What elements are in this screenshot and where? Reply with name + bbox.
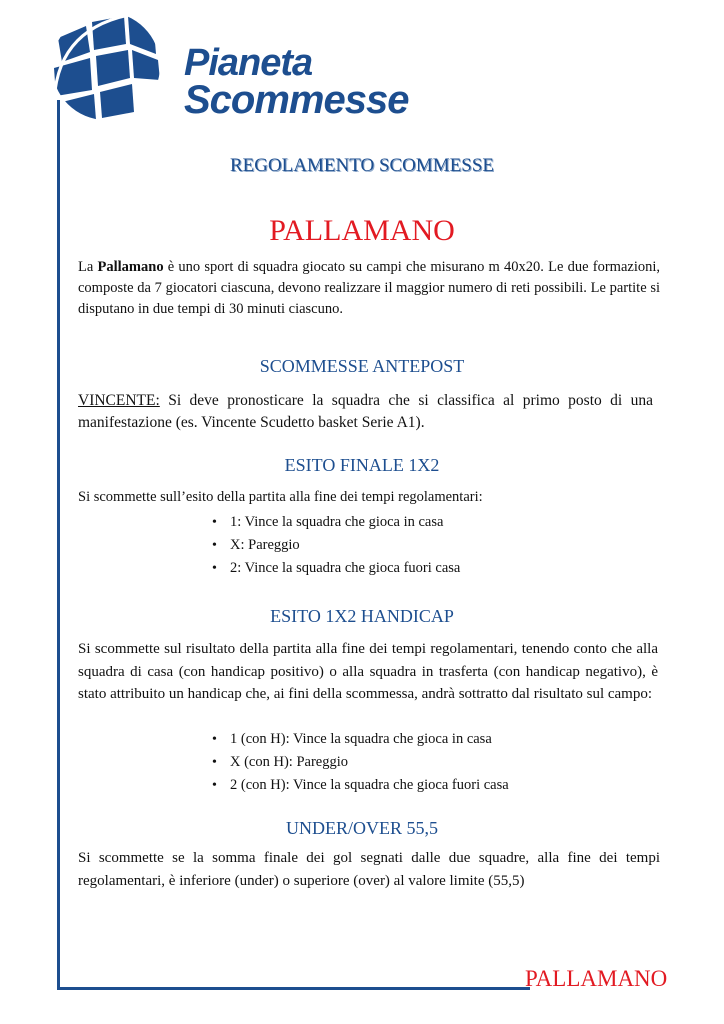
- list-item: • 2: Vince la squadra che gioca fuori casa: [212, 557, 460, 580]
- logo-line-2: Scommesse: [184, 78, 409, 122]
- heading-handicap: ESITO 1X2 HANDICAP: [270, 606, 454, 626]
- list-item: • 1 (con H): Vince la squadra che gioca in casa: [212, 728, 509, 751]
- antepost-label: VINCENTE:: [78, 392, 160, 409]
- list-item: • 1: Vince la squadra che gioca in casa: [212, 511, 460, 534]
- heading-antepost: SCOMMESSE ANTEPOST: [259, 356, 465, 376]
- list-item: • X: Pareggio: [212, 534, 460, 557]
- document-title: PALLAMANO: [269, 214, 455, 247]
- under-over-paragraph: Si scommette se la somma finale dei gol segnati dalle due squadre, alla fine dei tempi regolamentari, è inferiore (under) o superiore (over) al valore limite (55,5): [78, 850, 660, 889]
- document-subtitle: REGOLAMENTO SCOMMESSE: [229, 155, 495, 176]
- antepost-paragraph: [78, 390, 653, 434]
- footer-label: PALLAMANO: [525, 966, 668, 991]
- heading-esito-finale: ESITO FINALE 1X2: [284, 455, 440, 475]
- intro-text: è uno sport di squadra giocato su campi che misurano m 40x20. Le due formazioni, composte da 7 giocatori ciascuna, devono realizzare il maggior numero di reti possibili. Le partite si disputano in due tempi di 30 minuti ciascuno.: [78, 259, 661, 317]
- intro-paragraph: [78, 257, 660, 320]
- handicap-paragraph: Si scommette sul risultato della partita alla fine dei tempi regolamentari, tenendo conto che alla squadra di casa (con handicap positivo) o alla squadra in trasferta (con handicap negativo), è stato attribuito un handicap che, ai fini della scommessa, andrà sottratto dal risultato sul campo:: [78, 641, 658, 702]
- esito-finale-paragraph: Si scommette sull’esito della partita alla fine dei tempi regolamentari:: [78, 489, 483, 505]
- brand-logo: [44, 8, 409, 122]
- globe-icon: [44, 8, 164, 120]
- page-frame-bottom: [57, 987, 530, 990]
- antepost-text: Si deve pronosticare la squadra che si classifica al primo posto di una manifestazione (es. Vincente Scudetto basket Serie A1).: [78, 392, 653, 431]
- esito-finale-list: [212, 511, 460, 580]
- logo-line-1: Pianeta: [184, 42, 313, 84]
- intro-prefix: La: [78, 259, 98, 275]
- intro-bold-term: Pallamano: [97, 259, 164, 275]
- heading-under-over: UNDER/OVER 55,5: [286, 818, 438, 838]
- list-item: • 2 (con H): Vince la squadra che gioca fuori casa: [212, 774, 509, 797]
- list-item: • X (con H): Pareggio: [212, 751, 509, 774]
- handicap-list: [212, 728, 509, 797]
